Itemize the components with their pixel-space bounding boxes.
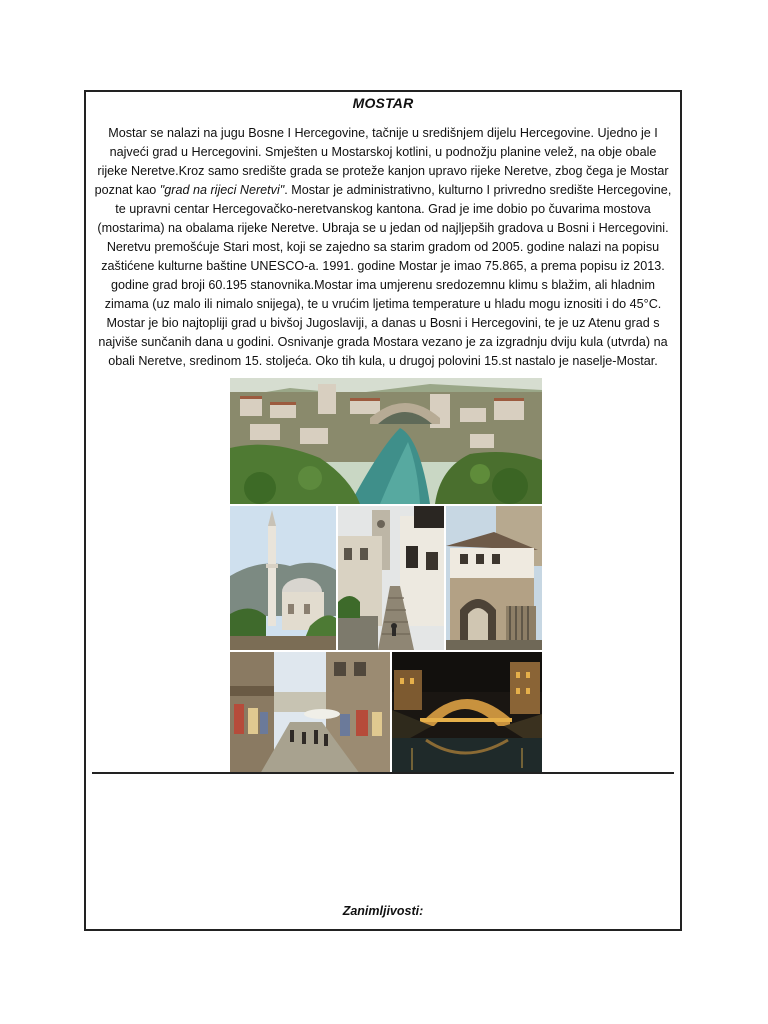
body-paragraph [94,124,672,371]
photo-bazaar-street [230,652,390,774]
photo-bridge-at-night [392,652,542,774]
page-title: MOSTAR [352,95,414,111]
paragraph-text-1: Mostar se nalazi na jugu Bosne I Hercegovine, tačnije u središnjem dijelu Hercegovine. Ujedno je I najveći grad u Hercegovini. Smješten u Mostarskoj kotlini, u podnožju planine velež, na obje obale rijeke Neretve.Kroz samo središte grada se proteže kanjon upravo rijeke Neretve, zbog čega je Mostar poznat kao [94,126,669,197]
photo-collage [228,378,542,774]
photo-clock-tower-street [338,506,444,650]
photo-mosque-minaret [230,506,336,650]
paragraph-text-2: . Mostar je administrativno, kulturno I privredno središte Hercegovine, te upravni centar Hercegovačko-neretvanskog kantona. Grad je ime dobio po čuvarima mostova (mostarima) na obalama rijeke Neretve. Ubraja se u jedan od najljepših gradova u Bosni i Hercegovini. Neretvu premošćuje Stari most, koji se zajedno sa starim gradom od 2005. godine nalazi na popisu zaštićene kulturne baštine UNESCO-a. 1991. godine Mostar je imao 75.865, a prema popisu iz 2013. godine grad broji 60.195 stanovnika.Mostar ima umjerenu sredozemnu klimu s blažim, ali hladnim zimama (uz malo ili nimalo snijega), te u vrućim ljetima temperature u hladu mogu iznositi i do 45°C. Mostar je bio najtopliji grad u bivšoj Jugoslaviji, a danas u Bosni i Hercegovini, te je uz Atenu grad s najviše sunčanih dana u godini. Osnivanje grada Mostara vezano je za izgradnju dviju kula (utvrda) na obali Neretve, sredinom 15. stoljeća. Oko tih kula, u drugoj polovini 15.st nastalo je naselje-Mostar. [97,183,672,368]
document-page [84,90,682,931]
interesting-facts-heading: Zanimljivosti: [342,904,424,918]
photo-old-house-archway [446,506,542,650]
paragraph-quote: "grad na rijeci Neretvi" [159,183,285,197]
photo-old-bridge-panorama [230,378,542,504]
section-divider [92,772,674,774]
